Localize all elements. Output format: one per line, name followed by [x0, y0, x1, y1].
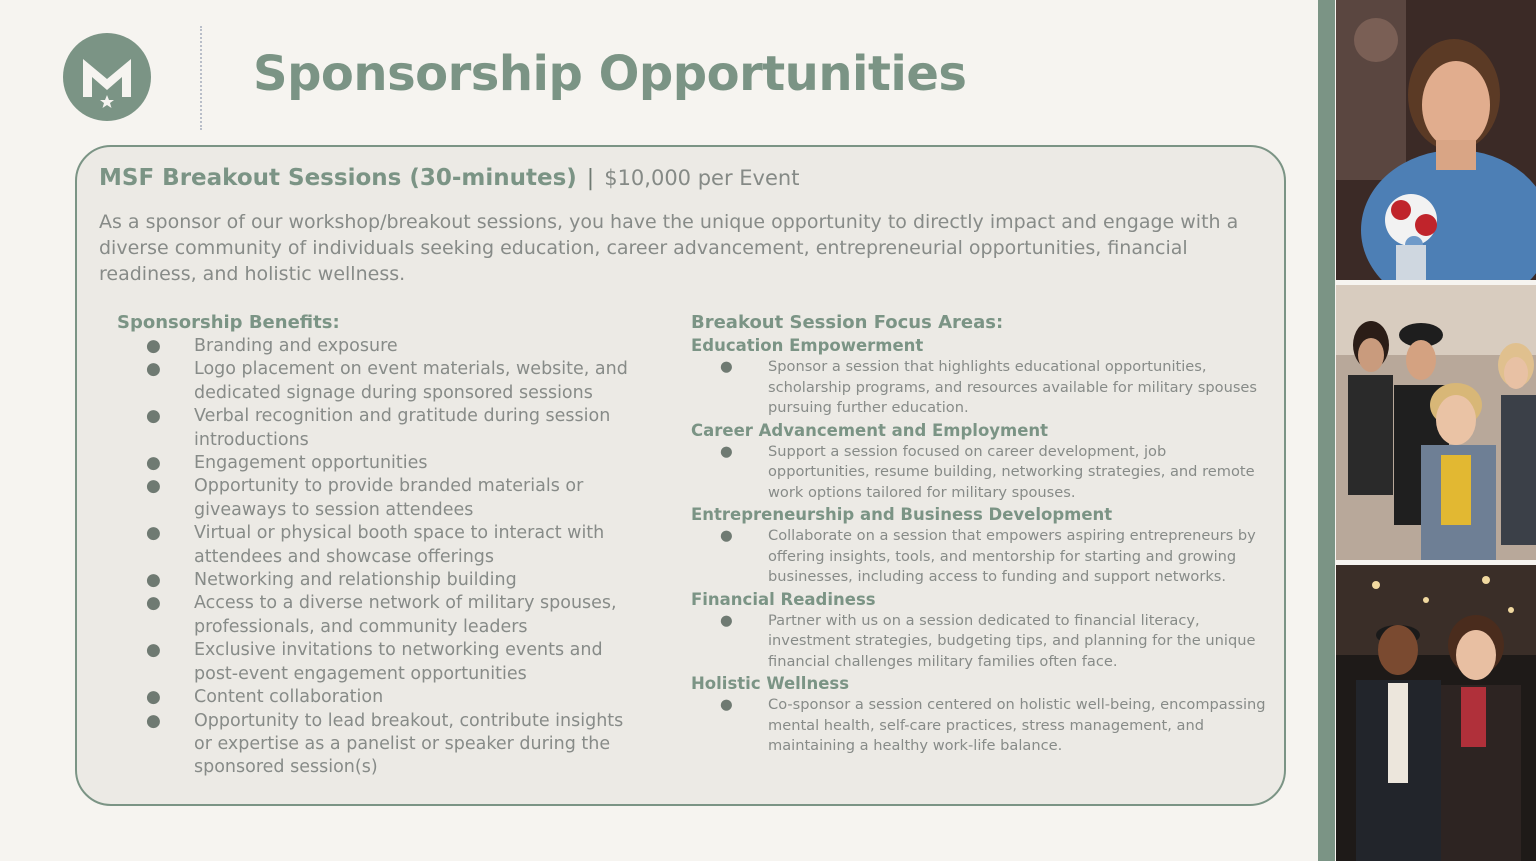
card-title: MSF Breakout Sessions (30-minutes): [99, 165, 577, 191]
benefit-text: Content collaboration: [194, 687, 384, 708]
bullet-icon: ●: [146, 640, 161, 661]
benefit-text: Engagement opportunities: [194, 453, 428, 474]
focus-area-text: Co-sponsor a session centered on holistic well-being, encompassing mental health, self-care practices, stress management, and maintaining a healthy work-life balance.: [768, 696, 1266, 754]
focus-area-title: Career Advancement and Employment: [691, 420, 1049, 440]
benefit-text: Access to a diverse network of military spouses, professionals, and community leaders: [194, 593, 617, 637]
benefit-item: [117, 686, 637, 709]
benefit-item: [117, 335, 637, 358]
focus-area-description: [691, 611, 1271, 673]
benefit-text: Opportunity to provide branded materials or giveaways to session attendees: [194, 476, 584, 520]
focus-column: [691, 311, 1271, 758]
card-separator: |: [586, 166, 595, 191]
focus-area-title: Holistic Wellness: [691, 674, 850, 693]
focus-area-title: Entrepreneurship and Business Development: [691, 505, 1113, 524]
bullet-icon: ●: [720, 442, 733, 460]
benefit-text: Logo placement on event materials, website, and dedicated signage during sponsored sessions: [194, 359, 628, 403]
bullet-icon: ●: [146, 359, 161, 380]
bullet-icon: ●: [146, 570, 161, 591]
benefit-text: Branding and exposure: [194, 336, 398, 356]
benefit-text: Verbal recognition and gratitude during session introductions: [194, 406, 611, 450]
benefit-item: [117, 639, 637, 686]
photo-woman-with-flowers: [1336, 0, 1536, 280]
photo-man-and-woman: [1336, 565, 1536, 861]
focus-area-text: Collaborate on a session that empowers aspiring entrepreneurs by offering insights, tools, and mentorship for starting and growing businesses, including access to funding and support networks.: [768, 527, 1256, 585]
card-price: $10,000 per Event: [604, 166, 800, 190]
bullet-icon: ●: [720, 358, 733, 375]
focus-area-title: Financial Readiness: [691, 589, 876, 609]
header-divider: [200, 26, 202, 130]
card-intro: As a sponsor of our workshop/breakout sessions, you have the unique opportunity to directly impact and engage with a diverse community of individuals seeking education, career advancement, entrepreneurial opportunities, financial readiness, and holistic wellness.: [99, 211, 1239, 285]
focus-area-description: [691, 357, 1271, 419]
benefit-text: Exclusive invitations to networking events and post-event engagement opportunities: [194, 640, 603, 684]
benefit-item: [117, 475, 637, 522]
card-header: [99, 165, 799, 191]
benefit-item: [117, 405, 637, 452]
benefit-item: [117, 452, 637, 475]
bullet-icon: ●: [146, 687, 161, 708]
focus-area-description: [691, 442, 1271, 504]
bullet-icon: ●: [146, 593, 161, 614]
benefit-item: [117, 358, 637, 405]
photo-group-of-women: [1336, 285, 1536, 560]
benefit-item: [117, 569, 637, 592]
benefit-text: Opportunity to lead breakout, contribute insights or expertise as a panelist or speaker during the sponsored session(s): [194, 710, 624, 778]
bullet-icon: ●: [146, 476, 161, 497]
msf-logo: [63, 33, 151, 121]
bullet-icon: ●: [720, 696, 733, 713]
bullet-icon: ●: [146, 453, 161, 474]
focus-area-description: [691, 695, 1271, 757]
benefit-item: [117, 522, 637, 569]
bullet-icon: ●: [720, 527, 733, 544]
focus-areas-list: [691, 335, 1271, 757]
benefit-item: [117, 592, 637, 639]
bullet-icon: ●: [146, 406, 161, 427]
bullet-icon: ●: [720, 611, 733, 629]
benefits-column: [117, 311, 637, 780]
bullet-icon: ●: [146, 523, 161, 544]
benefit-text: Virtual or physical booth space to interact with attendees and showcase offerings: [194, 523, 605, 567]
page-title: Sponsorship Opportunities: [253, 46, 967, 102]
side-accent-bar: [1318, 0, 1335, 861]
focus-area-title: Education Empowerment: [691, 336, 924, 355]
focus-area-text: Support a session focused on career development, job opportunities, resume building, networking strategies, and remote work options tailored for military spouses.: [768, 442, 1255, 501]
focus-area-text: Partner with us on a session dedicated to financial literacy, investment strategies, budgeting tips, and planning for the unique financial challenges military families often face.: [768, 611, 1256, 670]
bullet-icon: ●: [146, 710, 161, 731]
benefit-text: Networking and relationship building: [194, 570, 517, 591]
focus-area-description: [691, 526, 1271, 588]
focus-area-text: Sponsor a session that highlights educational opportunities, scholarship programs, and resources available for military spouses pursuing further education.: [768, 358, 1258, 416]
benefit-item: [117, 710, 637, 780]
bullet-icon: ●: [146, 336, 161, 356]
focus-heading: Breakout Session Focus Areas:: [691, 312, 1004, 333]
msf-logo-mark: [63, 33, 151, 121]
breakout-sessions-card: [75, 145, 1286, 806]
benefits-heading: Sponsorship Benefits:: [117, 312, 340, 333]
benefits-list: [117, 335, 637, 780]
